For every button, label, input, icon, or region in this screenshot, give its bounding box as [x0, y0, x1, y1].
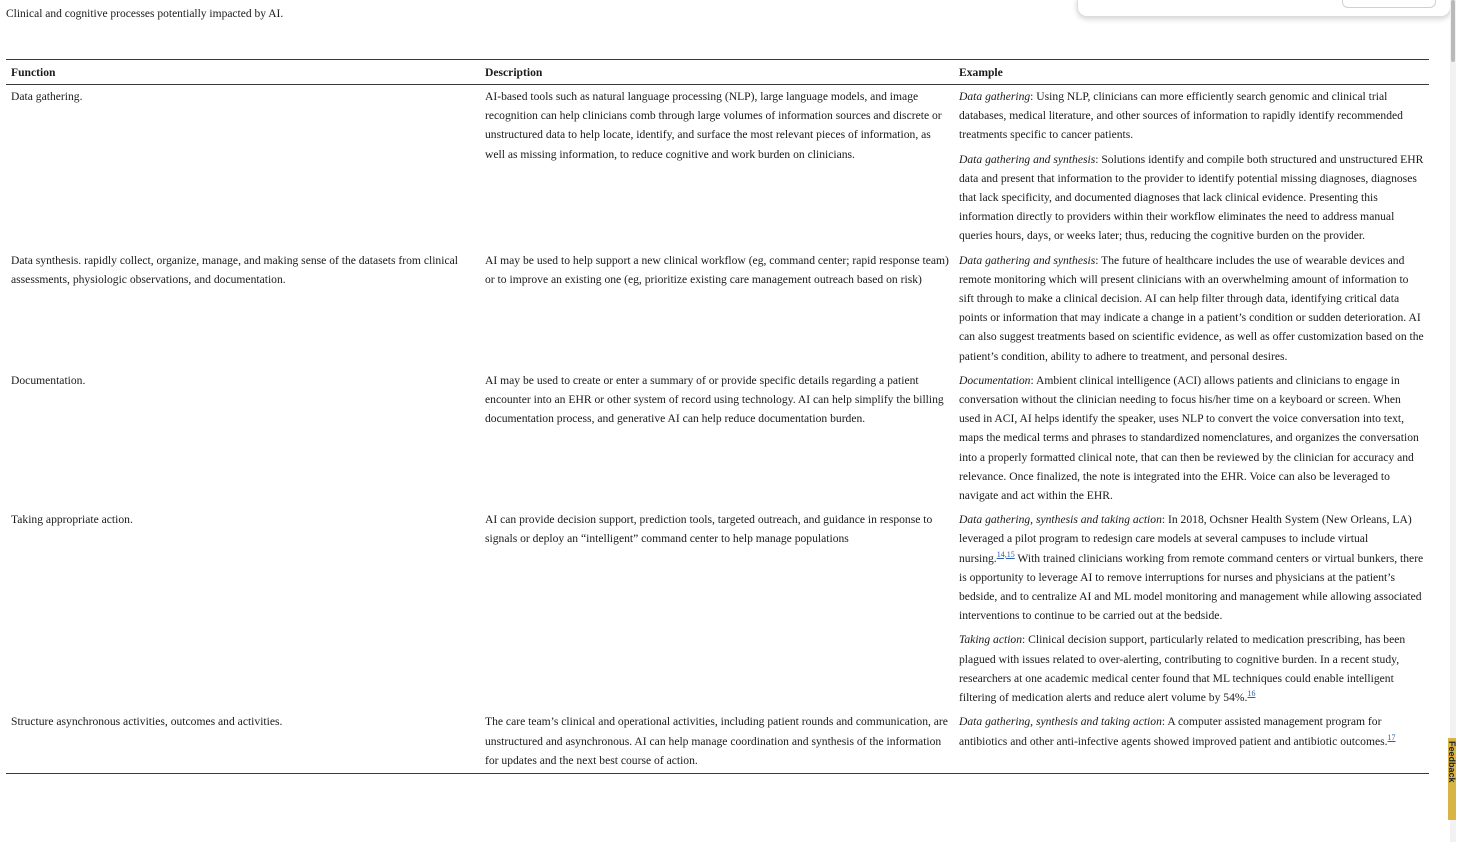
example-paragraph	[959, 712, 1424, 750]
example-paragraph	[959, 251, 1424, 366]
header-example: Example	[959, 66, 1003, 80]
example-label: Documentation	[959, 373, 1031, 387]
example-label: Data gathering, synthesis and taking action	[959, 513, 1162, 527]
function-cell: Documentation.	[11, 373, 86, 387]
description-cell: The care team’s clinical and operational activities, including patient rounds and communication, are unstructured and asynchronous. AI can help manage coordination and synthesis of the information for updates and the next best course of action.	[485, 715, 948, 767]
function-cell: Data synthesis. rapidly collect, organize, manage, and making sense of the datasets from clinical assessments, physiologic observations, and documentation.	[11, 253, 458, 286]
clinical-processes-table	[6, 59, 1429, 774]
example-paragraph	[959, 630, 1424, 707]
example-paragraph	[959, 87, 1424, 145]
example-text: : Using NLP, clinicians can more efficiently search genomic and clinical trial databases, medical literature, and other sources of information to rapidly identify recommended treatments specific to cancer patients.	[959, 90, 1403, 142]
example-cell	[954, 249, 1429, 369]
example-cell	[954, 85, 1429, 249]
description-cell: AI may be used to help support a new clinical workflow (eg, command center; rapid response team) or to improve an existing one (eg, prioritize existing care management outreach based on risk)	[485, 253, 949, 286]
example-text: : Ambient clinical intelligence (ACI) allows patients and clinicians to engage in conversation without the clinician needing to focus his/her time on a keyboard or screen. When used in ACI, AI helps identify the speaker, uses NLP to convert the voice conversation into text, maps the medical terms and phrases to standardized nomenclatures, and organizes the conversation into a properly formatted clinical note, that can then be reviewed by the clinician for accuracy and relevance. Once finalized, the note is integrated into the EHR. Voice can also be leveraged to navigate and act within the EHR.	[959, 373, 1419, 503]
example-label: Taking action	[959, 633, 1023, 647]
example-text: : In 2018, Ochsner Health System (New Orleans, LA) leveraged a pilot program to redesign care models at several campuses to include virtual nursing.	[959, 513, 1412, 565]
example-cell	[954, 369, 1429, 508]
description-cell: AI-based tools such as natural language processing (NLP), large language models, and image recognition can help clinicians comb through large volumes of information sources and discrete or unstructured data to help locate, identify, and surface the most relevant pieces of information, as well as missing information, to reduce cognitive and work burden on clinicians.	[485, 90, 942, 161]
overlay-popup-edge	[1077, 0, 1451, 17]
example-text: : Solutions identify and compile both structured and unstructured EHR data and present that information to the provider to identify potential missing diagnoses, diagnoses that lack specificity, and documented diagnoses that lack clinical evidence. Presenting this information directly to providers within their workflow eliminates the need to address manual queries hours, days, or weeks later; thus, reducing the cognitive burden on the provider.	[959, 152, 1424, 243]
citation-link[interactable]: 14,15	[996, 549, 1015, 559]
table-row	[6, 85, 1429, 249]
citation-ref	[1247, 689, 1255, 698]
header-description: Description	[485, 66, 543, 80]
citation-link[interactable]: 17	[1387, 732, 1396, 742]
scrollbar-thumb[interactable]	[1451, 0, 1455, 62]
example-text: : A computer assisted management program for antibiotics and other anti-infective agents showed improved patient and antibiotic outcomes.	[959, 715, 1388, 748]
feedback-label: Feedback	[1447, 741, 1457, 783]
example-text: : The future of healthcare includes the use of wearable devices and remote monitoring which will present clinicians with an overwhelming amount of information to sift through to make a clinical decision. AI can help filter through data, identifying critical data points or information that may indicate a change in a patient’s condition or sudden deterioration. AI can also suggest treatments based on scientific evidence, as well as offer customization based on the patient’s condition, ability to adhere to treatment, and personal desires.	[959, 253, 1424, 363]
example-label: Data gathering	[959, 90, 1031, 103]
example-label: Data gathering and synthesis	[959, 152, 1096, 166]
table-caption: Clinical and cognitive processes potentially impacted by AI.	[6, 8, 284, 20]
example-text: : Clinical decision support, particularly related to medication prescribing, has been plagued with issues related to over-alerting, contributing to cognitive burden. In a recent study, researchers at one academic medical center found that ML techniques could enable intelligent filtering of medication alerts and reduce alert volume by 54%.	[959, 633, 1406, 705]
popup-button[interactable]	[1342, 0, 1436, 8]
example-paragraph	[959, 371, 1424, 505]
description-cell: AI may be used to create or enter a summary of or provide specific details regarding a patient encounter into an EHR or other system of record using technology. AI can help simplify the billing documentation process, and generative AI can help reduce documentation burden.	[485, 373, 944, 426]
feedback-tab[interactable]	[1448, 738, 1456, 820]
function-cell: Taking appropriate action.	[11, 513, 133, 527]
example-paragraph	[959, 150, 1424, 246]
example-label: Data gathering and synthesis	[959, 253, 1096, 267]
citation-ref	[997, 550, 1015, 559]
function-cell: Structure asynchronous activities, outcomes and activities.	[11, 715, 283, 729]
citation-ref	[1388, 733, 1396, 742]
example-cell	[954, 508, 1429, 710]
vertical-scrollbar[interactable]	[1450, 0, 1456, 842]
example-text-continued: With trained clinicians working from remote command centers or virtual bunkers, there is opportunity to leverage AI to remove interruptions for nurses and physicians at the patient’s bedside, and to centralize AI and ML model monitoring and management while allowing associated interventions to continue to be carried out at the bedside.	[959, 551, 1424, 623]
table-header-row	[6, 60, 1429, 85]
example-paragraph	[959, 510, 1424, 625]
example-cell	[954, 710, 1429, 773]
function-cell: Data gathering.	[11, 90, 83, 103]
citation-link[interactable]: 16	[1247, 689, 1256, 699]
example-label: Data gathering, synthesis and taking action	[959, 715, 1162, 729]
table-row	[6, 710, 1429, 773]
table-row	[6, 249, 1429, 369]
table-row	[6, 369, 1429, 508]
description-cell: AI can provide decision support, prediction tools, targeted outreach, and guidance in response to signals or deploy an “intelligent” command center to help manage populations	[485, 513, 933, 546]
header-function: Function	[11, 66, 56, 80]
table-row	[6, 508, 1429, 710]
